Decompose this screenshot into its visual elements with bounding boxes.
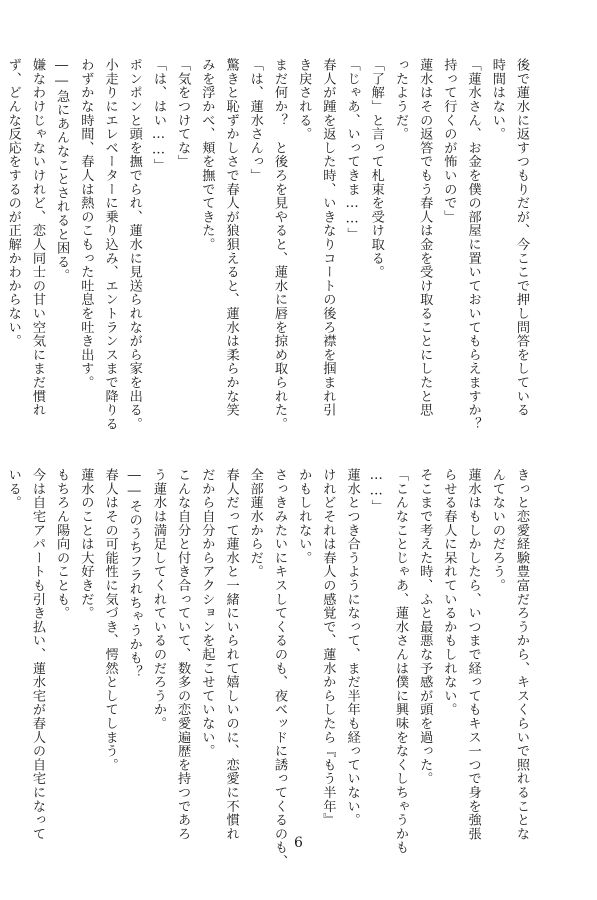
text-line: 「は、蓮水さんっ」 (247, 58, 263, 183)
text-line: 「気をつけてな」 (175, 58, 191, 169)
text-line: 蓮水はもしかしたら、いつまで経ってもキス一つで身を強張 (465, 468, 481, 841)
text-line: 春人はその可能性に気づき、愕然としてしまう。 (102, 468, 118, 772)
text-line: かもしれない。 (296, 468, 312, 565)
text-line: 持って行くのが怖いので」 (441, 58, 457, 224)
text-line: 「了解」と言って札束を受け取る。 (368, 58, 384, 279)
text-line: わずかな時間、春人は熱のこもった吐息を吐き出す。 (78, 58, 94, 390)
text-line: 今は自宅アパートも引き払い、蓮水宅が春人の自宅になって (29, 468, 45, 841)
text-line: 全部蓮水からだ。 (247, 468, 263, 579)
text-line: 蓮水のことは大好きだ。 (78, 468, 94, 620)
text-line: ……」 (368, 468, 384, 513)
text-line: 蓮水とつき合うようになって、まだ半年も経っていない。 (344, 468, 360, 827)
text-line (0, 468, 1, 833)
text-line (0, 58, 1, 423)
text-block-top (5, 58, 533, 431)
text-line: だから自分からアクションを起こせていない。 (199, 468, 215, 758)
text-line: みを浮かべ、頬を撫でてきた。 (199, 58, 215, 252)
text-line: 春人だって蓮水と一緒にいられて嬉しいのに、恋愛に不慣れ (223, 468, 239, 841)
text-line: 後で蓮水に返すつもりだが、今ここで押し問答をしている (514, 58, 529, 417)
text-line: ず、どんな反応をするのが正解かわからない。 (5, 58, 21, 348)
text-line: さっきみたいにキスしてくるのも、夜ベッドに誘ってくるのも、 (271, 468, 287, 869)
text-line: ――そのうちフラれちゃうかも？ (126, 468, 142, 679)
text-line: 驚きと恥ずかしさで春人が狼狽えると、蓮水は柔らかな笑 (223, 58, 239, 417)
text-line: 小走りにエレベーターに乗り込み、エントランスまで降りる (102, 58, 118, 431)
text-line: けれどそれは春人の感覚で、蓮水からしたら『もう半年』 (320, 468, 336, 827)
text-line: まだ何か？ と後ろを見やると、蓮水に唇を掠め取られた。 (271, 58, 287, 431)
text-line: ――急にあんなことされると困る。 (54, 58, 70, 283)
text-line: き戻される。 (296, 58, 312, 141)
page-number: 6 (294, 835, 303, 851)
text-line: 「は、はい……」 (150, 58, 166, 172)
text-line: う蓮水は満足してくれているのだろうか。 (150, 468, 166, 731)
text-line: 時間はない。 (489, 58, 505, 141)
text-line: 嫌なわけじゃないけれど、恋人同士の甘い空気にまだ慣れ (29, 58, 45, 417)
text-block-bottom (5, 468, 533, 869)
text-line: 蓮水はその返答でもう春人は金を受け取ることにしたと思 (417, 58, 433, 417)
text-line: ポンポンと頭を撫でられ、蓮水に見送られながら家を出る。 (126, 58, 142, 431)
text-line: いる。 (5, 468, 21, 510)
text-line: 春人が踵を返した時、いきなりコートの後ろ襟を掴まれ引 (320, 58, 336, 417)
text-line: 「こんなことじゃあ、蓮水さんは僕に興味をなくしちゃうかも (392, 468, 408, 855)
text-line: もちろん陽向のことも。 (54, 468, 70, 620)
text-line: ったようだ。 (392, 58, 408, 141)
text-line: きっと恋愛経験豊富だろうから、キスくらいで照れることな (514, 468, 529, 841)
text-line: 「じゃあ、いってきま……」 (344, 58, 360, 241)
text-line: らせる春人に呆れているかもしれない。 (441, 468, 457, 717)
text-line: そこまで考えた時、ふと最悪な予感が頭を過った。 (417, 468, 433, 786)
text-line: んてないのだろう。 (489, 468, 505, 593)
text-line: こんな自分と付き合っていて、数多の恋愛遍歴を持つであろ (175, 468, 191, 841)
text-line: 「蓮水さん、お金を僕の部屋に置いておいてもらえますか？ (465, 58, 481, 431)
